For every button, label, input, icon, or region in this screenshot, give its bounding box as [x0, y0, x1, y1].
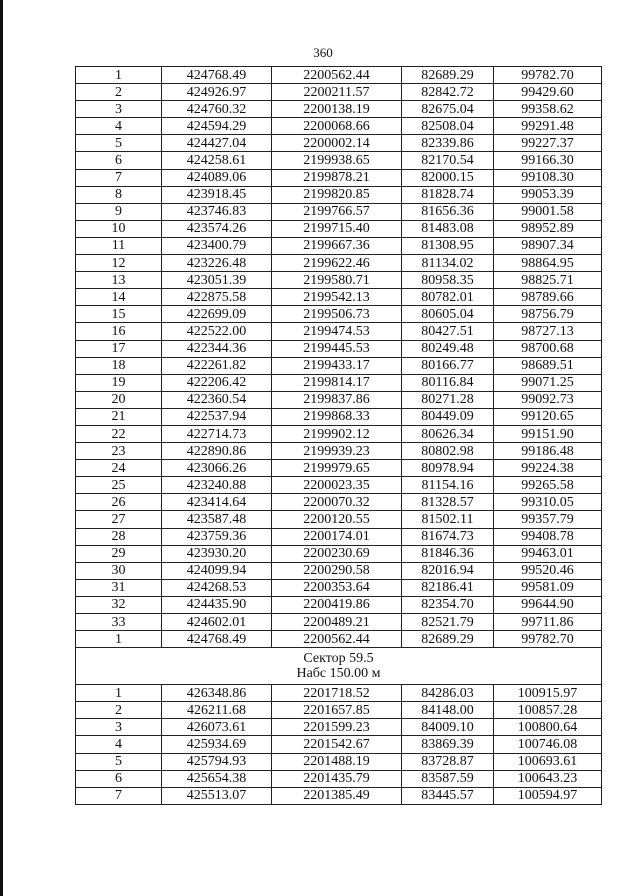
x-coordinate-cell: 426073.61 — [162, 719, 272, 736]
y-coordinate-cell: 2200353.64 — [272, 579, 402, 596]
local-y-cell: 99071.25 — [494, 374, 602, 391]
local-x-cell: 80802.98 — [402, 443, 494, 460]
point-number-cell: 3 — [76, 101, 162, 118]
x-coordinate-cell: 423414.64 — [162, 494, 272, 511]
point-number-cell: 23 — [76, 443, 162, 460]
y-coordinate-cell: 2200230.69 — [272, 545, 402, 562]
local-y-cell: 99711.86 — [494, 614, 602, 631]
local-y-cell: 99265.58 — [494, 477, 602, 494]
local-y-cell: 99358.62 — [494, 101, 602, 118]
local-y-cell: 99120.65 — [494, 408, 602, 425]
local-y-cell: 99092.73 — [494, 391, 602, 408]
x-coordinate-cell: 425794.93 — [162, 753, 272, 770]
x-coordinate-cell: 422537.94 — [162, 408, 272, 425]
table-row — [76, 203, 602, 220]
local-y-cell: 100800.64 — [494, 719, 602, 736]
table-row — [76, 101, 602, 118]
table-row — [76, 186, 602, 203]
x-coordinate-cell: 422360.54 — [162, 391, 272, 408]
point-number-cell: 1 — [76, 631, 162, 648]
local-y-cell: 99166.30 — [494, 152, 602, 169]
point-number-cell: 25 — [76, 477, 162, 494]
x-coordinate-cell: 422522.00 — [162, 323, 272, 340]
y-coordinate-cell: 2200002.14 — [272, 135, 402, 152]
local-x-cell: 81846.36 — [402, 545, 494, 562]
y-coordinate-cell: 2199622.46 — [272, 255, 402, 272]
point-number-cell: 15 — [76, 306, 162, 323]
point-number-cell: 2 — [76, 84, 162, 101]
local-y-cell: 98689.51 — [494, 357, 602, 374]
point-number-cell: 13 — [76, 272, 162, 289]
table-row — [76, 494, 602, 511]
table-row — [76, 579, 602, 596]
point-number-cell: 18 — [76, 357, 162, 374]
y-coordinate-cell: 2200290.58 — [272, 562, 402, 579]
table-row — [76, 255, 602, 272]
y-coordinate-cell: 2200068.66 — [272, 118, 402, 135]
point-number-cell: 7 — [76, 787, 162, 804]
x-coordinate-cell: 423400.79 — [162, 237, 272, 254]
table-row — [76, 425, 602, 442]
local-x-cell: 81154.16 — [402, 477, 494, 494]
x-coordinate-cell: 423226.48 — [162, 255, 272, 272]
table-row — [76, 340, 602, 357]
local-x-cell: 80271.28 — [402, 391, 494, 408]
point-number-cell: 9 — [76, 203, 162, 220]
table-row — [76, 562, 602, 579]
local-y-cell: 99291.48 — [494, 118, 602, 135]
table-row — [76, 118, 602, 135]
point-number-cell: 28 — [76, 528, 162, 545]
x-coordinate-cell: 423066.26 — [162, 460, 272, 477]
table-row — [76, 528, 602, 545]
x-coordinate-cell: 422261.82 — [162, 357, 272, 374]
point-number-cell: 1 — [76, 67, 162, 84]
point-number-cell: 1 — [76, 685, 162, 702]
table-row — [76, 477, 602, 494]
local-y-cell: 99782.70 — [494, 631, 602, 648]
local-x-cell: 81483.08 — [402, 220, 494, 237]
table-row — [76, 323, 602, 340]
local-y-cell: 100643.23 — [494, 770, 602, 787]
x-coordinate-cell: 422890.86 — [162, 443, 272, 460]
table-row — [76, 787, 602, 804]
point-number-cell: 4 — [76, 118, 162, 135]
local-x-cell: 82354.70 — [402, 596, 494, 613]
table-row — [76, 460, 602, 477]
local-x-cell: 82000.15 — [402, 169, 494, 186]
point-number-cell: 7 — [76, 169, 162, 186]
section-header-row — [76, 648, 602, 685]
local-x-cell: 82508.04 — [402, 118, 494, 135]
local-x-cell: 82170.54 — [402, 152, 494, 169]
local-y-cell: 98789.66 — [494, 289, 602, 306]
table-row — [76, 702, 602, 719]
local-y-cell: 99357.79 — [494, 511, 602, 528]
local-y-cell: 98864.95 — [494, 255, 602, 272]
y-coordinate-cell: 2199580.71 — [272, 272, 402, 289]
local-y-cell: 100594.97 — [494, 787, 602, 804]
x-coordinate-cell: 422714.73 — [162, 425, 272, 442]
local-x-cell: 83728.87 — [402, 753, 494, 770]
y-coordinate-cell: 2200562.44 — [272, 67, 402, 84]
local-x-cell: 80249.48 — [402, 340, 494, 357]
y-coordinate-cell: 2201435.79 — [272, 770, 402, 787]
table-row — [76, 357, 602, 374]
x-coordinate-cell: 423918.45 — [162, 186, 272, 203]
point-number-cell: 5 — [76, 753, 162, 770]
point-number-cell: 11 — [76, 237, 162, 254]
x-coordinate-cell: 424427.04 — [162, 135, 272, 152]
local-x-cell: 82521.79 — [402, 614, 494, 631]
point-number-cell: 12 — [76, 255, 162, 272]
x-coordinate-cell: 424099.94 — [162, 562, 272, 579]
x-coordinate-cell: 422875.58 — [162, 289, 272, 306]
x-coordinate-cell: 424268.53 — [162, 579, 272, 596]
local-x-cell: 83445.57 — [402, 787, 494, 804]
x-coordinate-cell: 424760.32 — [162, 101, 272, 118]
table-row — [76, 443, 602, 460]
local-x-cell: 82186.41 — [402, 579, 494, 596]
table-row — [76, 135, 602, 152]
point-number-cell: 16 — [76, 323, 162, 340]
table-row — [76, 237, 602, 254]
local-y-cell: 98825.71 — [494, 272, 602, 289]
x-coordinate-cell: 422206.42 — [162, 374, 272, 391]
section-title-line: Сектор 59.5 — [303, 651, 374, 667]
local-x-cell: 82016.94 — [402, 562, 494, 579]
x-coordinate-cell: 423930.20 — [162, 545, 272, 562]
table-row — [76, 374, 602, 391]
x-coordinate-cell: 424594.29 — [162, 118, 272, 135]
local-x-cell: 84009.10 — [402, 719, 494, 736]
y-coordinate-cell: 2200138.19 — [272, 101, 402, 118]
y-coordinate-cell: 2199667.36 — [272, 237, 402, 254]
local-x-cell: 83587.59 — [402, 770, 494, 787]
local-y-cell: 100915.97 — [494, 685, 602, 702]
local-x-cell: 80605.04 — [402, 306, 494, 323]
x-coordinate-cell: 426211.68 — [162, 702, 272, 719]
y-coordinate-cell: 2201657.85 — [272, 702, 402, 719]
local-y-cell: 99151.90 — [494, 425, 602, 442]
x-coordinate-cell: 424089.06 — [162, 169, 272, 186]
x-coordinate-cell: 426348.86 — [162, 685, 272, 702]
table-row — [76, 596, 602, 613]
local-y-cell: 99520.46 — [494, 562, 602, 579]
local-x-cell: 82689.29 — [402, 631, 494, 648]
point-number-cell: 4 — [76, 736, 162, 753]
y-coordinate-cell: 2199445.53 — [272, 340, 402, 357]
point-number-cell: 27 — [76, 511, 162, 528]
table-row — [76, 391, 602, 408]
local-y-cell: 99581.09 — [494, 579, 602, 596]
x-coordinate-cell: 423746.83 — [162, 203, 272, 220]
point-number-cell: 5 — [76, 135, 162, 152]
local-y-cell: 99053.39 — [494, 186, 602, 203]
table-row — [76, 408, 602, 425]
table-row — [76, 169, 602, 186]
y-coordinate-cell: 2200419.86 — [272, 596, 402, 613]
y-coordinate-cell: 2201488.19 — [272, 753, 402, 770]
table-row — [76, 770, 602, 787]
local-x-cell: 80427.51 — [402, 323, 494, 340]
local-y-cell: 99408.78 — [494, 528, 602, 545]
local-x-cell: 81828.74 — [402, 186, 494, 203]
table-row — [76, 306, 602, 323]
table-row — [76, 685, 602, 702]
point-number-cell: 26 — [76, 494, 162, 511]
y-coordinate-cell: 2199433.17 — [272, 357, 402, 374]
local-x-cell: 80958.35 — [402, 272, 494, 289]
coordinates-table-body — [76, 67, 602, 805]
y-coordinate-cell: 2201718.52 — [272, 685, 402, 702]
local-x-cell: 80978.94 — [402, 460, 494, 477]
x-coordinate-cell: 424602.01 — [162, 614, 272, 631]
table-row — [76, 511, 602, 528]
x-coordinate-cell: 423574.26 — [162, 220, 272, 237]
x-coordinate-cell: 422344.36 — [162, 340, 272, 357]
point-number-cell: 33 — [76, 614, 162, 631]
local-y-cell: 98756.79 — [494, 306, 602, 323]
page-number: 360 — [313, 45, 333, 60]
point-number-cell: 20 — [76, 391, 162, 408]
y-coordinate-cell: 2199939.23 — [272, 443, 402, 460]
x-coordinate-cell: 423587.48 — [162, 511, 272, 528]
table-row — [76, 614, 602, 631]
local-x-cell: 82689.29 — [402, 67, 494, 84]
point-number-cell: 17 — [76, 340, 162, 357]
y-coordinate-cell: 2201599.23 — [272, 719, 402, 736]
point-number-cell: 6 — [76, 152, 162, 169]
point-number-cell: 6 — [76, 770, 162, 787]
y-coordinate-cell: 2200070.32 — [272, 494, 402, 511]
section-title — [76, 648, 602, 685]
local-y-cell: 100857.28 — [494, 702, 602, 719]
y-coordinate-cell: 2199938.65 — [272, 152, 402, 169]
y-coordinate-cell: 2199878.21 — [272, 169, 402, 186]
local-y-cell: 99782.70 — [494, 67, 602, 84]
point-number-cell: 21 — [76, 408, 162, 425]
local-x-cell: 81656.36 — [402, 203, 494, 220]
point-number-cell: 30 — [76, 562, 162, 579]
local-x-cell: 82675.04 — [402, 101, 494, 118]
table-row — [76, 272, 602, 289]
table-row — [76, 67, 602, 84]
y-coordinate-cell: 2200489.21 — [272, 614, 402, 631]
y-coordinate-cell: 2200174.01 — [272, 528, 402, 545]
local-x-cell: 80626.34 — [402, 425, 494, 442]
point-number-cell: 2 — [76, 702, 162, 719]
local-y-cell: 98907.34 — [494, 237, 602, 254]
table-row — [76, 719, 602, 736]
point-number-cell: 24 — [76, 460, 162, 477]
y-coordinate-cell: 2199868.33 — [272, 408, 402, 425]
point-number-cell: 10 — [76, 220, 162, 237]
local-y-cell: 99224.38 — [494, 460, 602, 477]
local-x-cell: 82339.86 — [402, 135, 494, 152]
point-number-cell: 32 — [76, 596, 162, 613]
point-number-cell: 14 — [76, 289, 162, 306]
x-coordinate-cell: 424435.90 — [162, 596, 272, 613]
y-coordinate-cell: 2199837.86 — [272, 391, 402, 408]
point-number-cell: 29 — [76, 545, 162, 562]
local-y-cell: 99186.48 — [494, 443, 602, 460]
y-coordinate-cell: 2201542.67 — [272, 736, 402, 753]
table-row — [76, 84, 602, 101]
x-coordinate-cell: 423240.88 — [162, 477, 272, 494]
x-coordinate-cell: 423759.36 — [162, 528, 272, 545]
local-x-cell: 80116.84 — [402, 374, 494, 391]
x-coordinate-cell: 424926.97 — [162, 84, 272, 101]
point-number-cell: 31 — [76, 579, 162, 596]
section-title-line: Набс 150.00 м — [296, 666, 381, 682]
local-x-cell: 84286.03 — [402, 685, 494, 702]
x-coordinate-cell: 424768.49 — [162, 631, 272, 648]
local-y-cell: 99644.90 — [494, 596, 602, 613]
local-x-cell: 81328.57 — [402, 494, 494, 511]
table-row — [76, 631, 602, 648]
table-row — [76, 736, 602, 753]
local-y-cell: 100746.08 — [494, 736, 602, 753]
x-coordinate-cell: 424768.49 — [162, 67, 272, 84]
local-y-cell: 98952.89 — [494, 220, 602, 237]
y-coordinate-cell: 2199542.13 — [272, 289, 402, 306]
local-y-cell: 99227.37 — [494, 135, 602, 152]
y-coordinate-cell: 2200211.57 — [272, 84, 402, 101]
y-coordinate-cell: 2199902.12 — [272, 425, 402, 442]
local-x-cell: 81502.11 — [402, 511, 494, 528]
local-x-cell: 84148.00 — [402, 702, 494, 719]
point-number-cell: 22 — [76, 425, 162, 442]
local-x-cell: 83869.39 — [402, 736, 494, 753]
local-y-cell: 98727.13 — [494, 323, 602, 340]
local-y-cell: 99310.05 — [494, 494, 602, 511]
coordinates-table — [75, 66, 602, 805]
point-number-cell: 8 — [76, 186, 162, 203]
y-coordinate-cell: 2199766.57 — [272, 203, 402, 220]
x-coordinate-cell: 425654.38 — [162, 770, 272, 787]
point-number-cell: 19 — [76, 374, 162, 391]
local-x-cell: 80782.01 — [402, 289, 494, 306]
y-coordinate-cell: 2199820.85 — [272, 186, 402, 203]
local-y-cell: 98700.68 — [494, 340, 602, 357]
y-coordinate-cell: 2200562.44 — [272, 631, 402, 648]
table-row — [76, 545, 602, 562]
local-y-cell: 99108.30 — [494, 169, 602, 186]
y-coordinate-cell: 2199814.17 — [272, 374, 402, 391]
y-coordinate-cell: 2199506.73 — [272, 306, 402, 323]
local-x-cell: 82842.72 — [402, 84, 494, 101]
local-y-cell: 99463.01 — [494, 545, 602, 562]
x-coordinate-cell: 424258.61 — [162, 152, 272, 169]
x-coordinate-cell: 425934.69 — [162, 736, 272, 753]
y-coordinate-cell: 2199715.40 — [272, 220, 402, 237]
local-y-cell: 99001.58 — [494, 203, 602, 220]
y-coordinate-cell: 2201385.49 — [272, 787, 402, 804]
y-coordinate-cell: 2199979.65 — [272, 460, 402, 477]
y-coordinate-cell: 2200023.35 — [272, 477, 402, 494]
local-x-cell: 81674.73 — [402, 528, 494, 545]
x-coordinate-cell: 422699.09 — [162, 306, 272, 323]
point-number-cell: 3 — [76, 719, 162, 736]
local-x-cell: 81308.95 — [402, 237, 494, 254]
x-coordinate-cell: 423051.39 — [162, 272, 272, 289]
local-x-cell: 80166.77 — [402, 357, 494, 374]
table-row — [76, 753, 602, 770]
local-x-cell: 81134.02 — [402, 255, 494, 272]
local-y-cell: 99429.60 — [494, 84, 602, 101]
local-y-cell: 100693.61 — [494, 753, 602, 770]
local-x-cell: 80449.09 — [402, 408, 494, 425]
y-coordinate-cell: 2200120.55 — [272, 511, 402, 528]
table-row — [76, 152, 602, 169]
y-coordinate-cell: 2199474.53 — [272, 323, 402, 340]
table-row — [76, 220, 602, 237]
x-coordinate-cell: 425513.07 — [162, 787, 272, 804]
table-row — [76, 289, 602, 306]
